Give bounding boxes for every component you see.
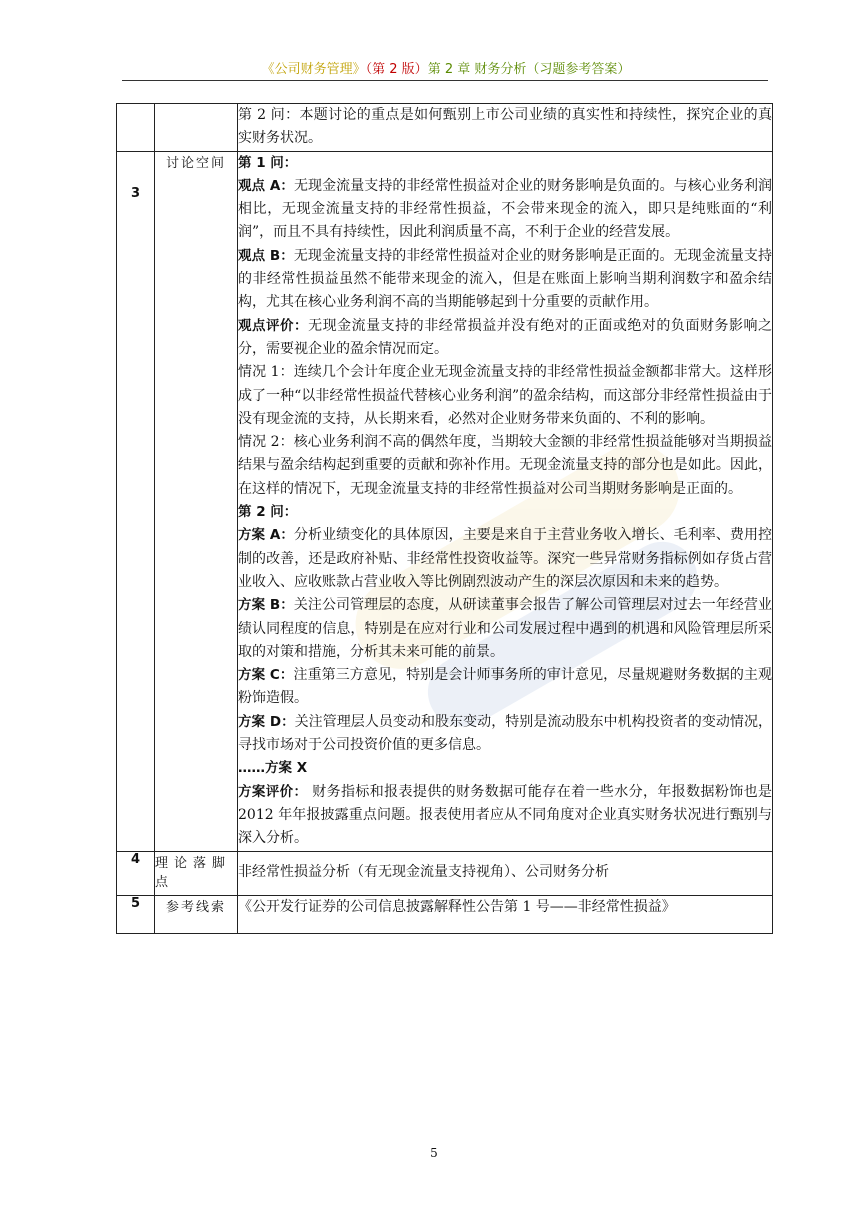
reference-content: 《公开发行证券的公司信息披露解释性公告第 1 号——非经常性损益》 (238, 895, 773, 933)
discussion-content (238, 151, 773, 851)
content-cell (238, 104, 773, 152)
viewpoint-a (238, 175, 772, 245)
viewpoint-a-text: 无现金流量支持的非经常性损益对企业的财务影响是负面的。与核心业务利润相比，无现金流量支持的非经常性损益，不会带来现金的流入，即只是纯账面的“利润”，而且不具有持续性，因此利润质量不高，不利于企业的经营发展。 (238, 177, 773, 241)
question-2-title: 第 2 问： (238, 504, 298, 521)
viewpoint-b-text: 无现金流量支持的非经常性损益对企业的财务影响是正面的。无现金流量支持的非经常性损益虽然不能带来现金的流入，但是在账面上影响当期利润数字和盈余结构，尤其在核心业务利润不高的当期能够起到十分重要的贡献作用。 (238, 247, 772, 311)
plan-evaluation-label: 方案评价： (238, 783, 308, 800)
table-row (117, 104, 773, 152)
row-label: 讨论空间 (155, 151, 238, 851)
plan-evaluation-text: 财务指标和报表提供的财务数据可能存在着一些水分，年报数据粉饰也是 2012 年年报披露重点问题。报表使用者应从不同角度对企业真实财务状况进行甄别与深入分析。 (238, 783, 773, 847)
row-label-cell (155, 104, 238, 152)
row-number: 3 (117, 151, 155, 851)
plan-d (238, 711, 772, 758)
case-2: 情况 2：核心业务利润不高的偶然年度，当期较大金额的非经常性损益能够对当期损益结果与盈余结构起到重要的贡献和弥补作用。无现金流量支持的部分也是如此。因此，在这样的情况下，无现金流量支持的非经常性损益对公司当期财务影响是正面的。 (238, 434, 772, 497)
row-label: 参考线索 (155, 895, 238, 933)
viewpoint-evaluation (238, 315, 772, 362)
plan-a (238, 524, 772, 594)
plan-c (238, 664, 772, 711)
header-book-title: 《公司财务管理》 (261, 62, 366, 77)
row-number: 5 (117, 895, 155, 933)
plan-c-text: 注重第三方意见，特别是会计师事务所的审计意见，尽量规避财务数据的主观粉饰造假。 (238, 667, 773, 707)
answer-table (116, 103, 773, 934)
viewpoint-evaluation-label: 观点评价： (238, 317, 309, 334)
plan-d-text: 关注管理层人员变动和股东变动，特别是流动股东中机构投资者的变动情况，寻找市场对于公司投资价值的更多信息。 (238, 713, 773, 754)
plan-b-text: 关注公司管理层的态度，从研读董事会报告了解公司管理层对过去一年经营业绩认同程度的信息，特别是在应对行业和公司发展过程中遇到的机遇和风险管理层所采取的对策和措施，分析其未来可能的前景。 (238, 597, 772, 660)
plan-b (238, 594, 772, 664)
page-header (124, 58, 768, 80)
case-1: 情况 1：连续几个会计年度企业无现金流量支持的非经常性损益金额都非常大。这样形成了一种“以非经常性损益代替核心业务利润”的盈余结构，而这部分非经常性损益由于没有现金流的支持，从长期来看，必然对企业财务带来负面的、不利的影响。 (238, 364, 772, 427)
question-1-title: 第 1 问： (238, 154, 298, 171)
viewpoint-a-label: 观点 A： (238, 177, 294, 194)
plan-evaluation (238, 781, 772, 851)
viewpoint-evaluation-text: 无现金流量支持的非经常损益并没有绝对的正面或绝对的负面财务影响之分，需要视企业的盈余情况而定。 (238, 317, 773, 357)
header-rule (122, 80, 768, 81)
row-number: 4 (117, 851, 155, 895)
header-edition: （第 2 版） (365, 62, 428, 77)
viewpoint-b (238, 245, 772, 315)
plan-d-label: 方案 D： (238, 713, 295, 730)
plan-b-label: 方案 B： (238, 597, 294, 614)
table-row (117, 851, 773, 895)
plan-x: ……方案 X (238, 760, 308, 777)
plan-a-text: 分析业绩变化的具体原因，主要是来自于主营业务收入增长、毛利率、费用控制的改善，还是政府补贴、非经常性投资收益等。深究一些异常财务指标例如存货占营业收入、应收账款占营业收入等比例剧烈波动产生的深层次原因和未来的趋势。 (238, 527, 773, 590)
plan-a-label: 方案 A： (238, 527, 294, 544)
prev-q2-text: 第 2 问：本题讨论的重点是如何甄别上市公司业绩的真实性和持续性，探究企业的真实财务状况。 (238, 107, 772, 147)
row-num-cell (117, 104, 155, 152)
page-number: 5 (430, 1146, 438, 1160)
viewpoint-b-label: 观点 B： (238, 247, 294, 264)
plan-c-label: 方案 C： (238, 667, 294, 684)
table-row (117, 151, 773, 851)
table-row (117, 895, 773, 933)
theory-content: 非经常性损益分析（有无现金流量支持视角）、公司财务分析 (238, 851, 773, 895)
header-chapter: 第 2 章 财务分析（习题参考答案） (427, 62, 631, 77)
row-label: 理论落脚点 (155, 851, 238, 895)
